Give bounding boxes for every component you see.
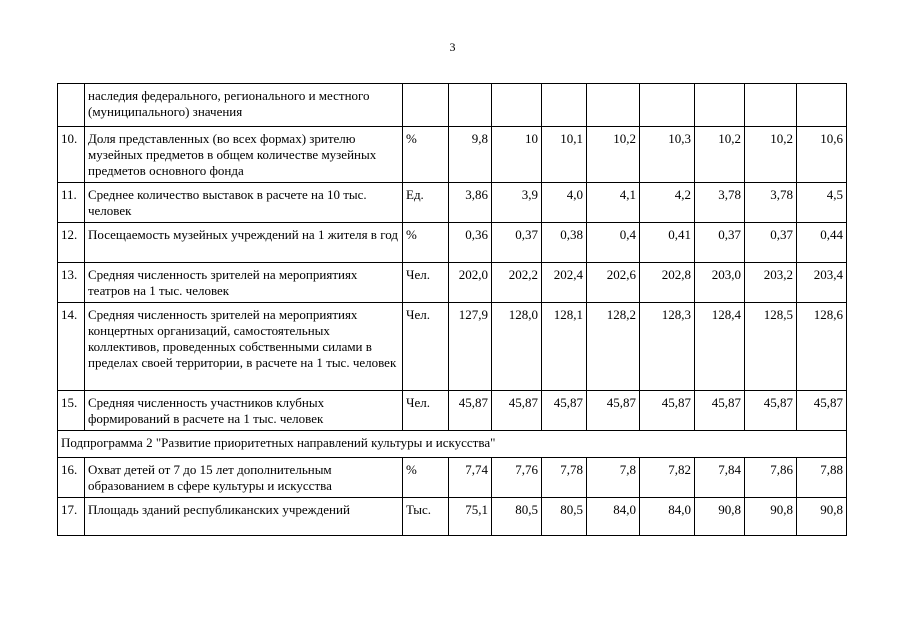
value-cell <box>542 84 587 127</box>
value-cell: 10 <box>492 127 542 183</box>
row-number: 15. <box>58 391 85 431</box>
indicator-name: Среднее количество выставок в расчете на 10 тыс. человек <box>85 183 403 223</box>
unit-cell: % <box>403 223 449 263</box>
unit-cell: Чел. <box>403 263 449 303</box>
indicator-name: Доля представленных (во всех формах) зрителю музейных предметов в общем количестве музейных предметов основного фонда <box>85 127 403 183</box>
value-cell: 3,78 <box>745 183 797 223</box>
value-cell: 10,2 <box>587 127 640 183</box>
value-cell: 4,0 <box>542 183 587 223</box>
unit-cell: Тыс. <box>403 498 449 536</box>
value-cell: 3,9 <box>492 183 542 223</box>
value-cell: 9,8 <box>449 127 492 183</box>
value-cell <box>695 84 745 127</box>
table-row <box>58 127 847 183</box>
value-cell: 0,36 <box>449 223 492 263</box>
value-cell: 80,5 <box>492 498 542 536</box>
table-body <box>58 84 847 536</box>
value-cell: 128,4 <box>695 303 745 391</box>
value-cell: 7,82 <box>640 458 695 498</box>
value-cell: 10,3 <box>640 127 695 183</box>
value-cell: 202,8 <box>640 263 695 303</box>
value-cell: 45,87 <box>449 391 492 431</box>
table-row <box>58 223 847 263</box>
value-cell: 202,0 <box>449 263 492 303</box>
value-cell: 7,76 <box>492 458 542 498</box>
table-row <box>58 183 847 223</box>
value-cell: 45,87 <box>542 391 587 431</box>
value-cell <box>797 84 847 127</box>
value-cell: 128,5 <box>745 303 797 391</box>
value-cell: 10,6 <box>797 127 847 183</box>
value-cell <box>492 84 542 127</box>
unit-cell: % <box>403 458 449 498</box>
value-cell: 0,37 <box>695 223 745 263</box>
value-cell: 84,0 <box>587 498 640 536</box>
value-cell: 45,87 <box>797 391 847 431</box>
value-cell: 7,86 <box>745 458 797 498</box>
unit-cell: Ед. <box>403 183 449 223</box>
value-cell: 128,0 <box>492 303 542 391</box>
indicator-name: наследия федерального, регионального и местного (муниципального) значения <box>85 84 403 127</box>
value-cell: 10,1 <box>542 127 587 183</box>
page-number: 3 <box>449 40 456 54</box>
value-cell: 0,4 <box>587 223 640 263</box>
unit-cell <box>403 84 449 127</box>
value-cell: 80,5 <box>542 498 587 536</box>
table-row <box>58 263 847 303</box>
unit-cell: % <box>403 127 449 183</box>
indicators-table <box>57 83 847 536</box>
value-cell <box>449 84 492 127</box>
subprogram-row <box>58 431 847 458</box>
value-cell: 75,1 <box>449 498 492 536</box>
value-cell: 203,4 <box>797 263 847 303</box>
value-cell <box>587 84 640 127</box>
value-cell: 7,88 <box>797 458 847 498</box>
table-row <box>58 303 847 391</box>
value-cell: 45,87 <box>640 391 695 431</box>
value-cell: 202,4 <box>542 263 587 303</box>
value-cell: 10,2 <box>745 127 797 183</box>
row-number <box>58 84 85 127</box>
indicator-name: Площадь зданий республиканских учреждений <box>85 498 403 536</box>
value-cell: 7,74 <box>449 458 492 498</box>
unit-cell: Чел. <box>403 391 449 431</box>
value-cell: 128,6 <box>797 303 847 391</box>
value-cell: 4,2 <box>640 183 695 223</box>
table-row <box>58 458 847 498</box>
table-row <box>58 498 847 536</box>
value-cell: 0,41 <box>640 223 695 263</box>
indicator-name: Средняя численность зрителей на мероприятиях театров на 1 тыс. человек <box>85 263 403 303</box>
value-cell: 202,6 <box>587 263 640 303</box>
value-cell: 7,84 <box>695 458 745 498</box>
value-cell: 90,8 <box>797 498 847 536</box>
value-cell: 45,87 <box>492 391 542 431</box>
value-cell: 0,37 <box>745 223 797 263</box>
value-cell: 10,2 <box>695 127 745 183</box>
value-cell: 3,86 <box>449 183 492 223</box>
indicator-name: Средняя численность участников клубных формирований в расчете на 1 тыс. человек <box>85 391 403 431</box>
row-number: 14. <box>58 303 85 391</box>
value-cell: 128,1 <box>542 303 587 391</box>
value-cell: 0,37 <box>492 223 542 263</box>
value-cell: 128,2 <box>587 303 640 391</box>
row-number: 11. <box>58 183 85 223</box>
value-cell: 90,8 <box>695 498 745 536</box>
value-cell <box>745 84 797 127</box>
row-number: 13. <box>58 263 85 303</box>
value-cell: 203,0 <box>695 263 745 303</box>
indicator-name: Охват детей от 7 до 15 лет дополнительным образованием в сфере культуры и искусства <box>85 458 403 498</box>
value-cell: 90,8 <box>745 498 797 536</box>
value-cell: 202,2 <box>492 263 542 303</box>
value-cell: 4,5 <box>797 183 847 223</box>
value-cell: 45,87 <box>745 391 797 431</box>
subprogram-title: Подпрограмма 2 "Развитие приоритетных направлений культуры и искусства" <box>58 431 847 458</box>
unit-cell: Чел. <box>403 303 449 391</box>
row-number: 10. <box>58 127 85 183</box>
value-cell: 84,0 <box>640 498 695 536</box>
value-cell: 4,1 <box>587 183 640 223</box>
row-number: 16. <box>58 458 85 498</box>
value-cell: 203,2 <box>745 263 797 303</box>
value-cell: 0,44 <box>797 223 847 263</box>
value-cell: 3,78 <box>695 183 745 223</box>
value-cell: 0,38 <box>542 223 587 263</box>
row-number: 17. <box>58 498 85 536</box>
table-row <box>58 84 847 127</box>
indicator-name: Посещаемость музейных учреждений на 1 жителя в год <box>85 223 403 263</box>
value-cell: 127,9 <box>449 303 492 391</box>
value-cell: 128,3 <box>640 303 695 391</box>
value-cell: 7,8 <box>587 458 640 498</box>
value-cell: 45,87 <box>587 391 640 431</box>
value-cell: 7,78 <box>542 458 587 498</box>
value-cell <box>640 84 695 127</box>
indicator-name: Средняя численность зрителей на мероприятиях концертных организаций, самостоятельных коллективов, проведенных собственными силами в пределах своей территории, в расчете на 1 тыс. человек <box>85 303 403 391</box>
value-cell: 45,87 <box>695 391 745 431</box>
table-row <box>58 391 847 431</box>
row-number: 12. <box>58 223 85 263</box>
